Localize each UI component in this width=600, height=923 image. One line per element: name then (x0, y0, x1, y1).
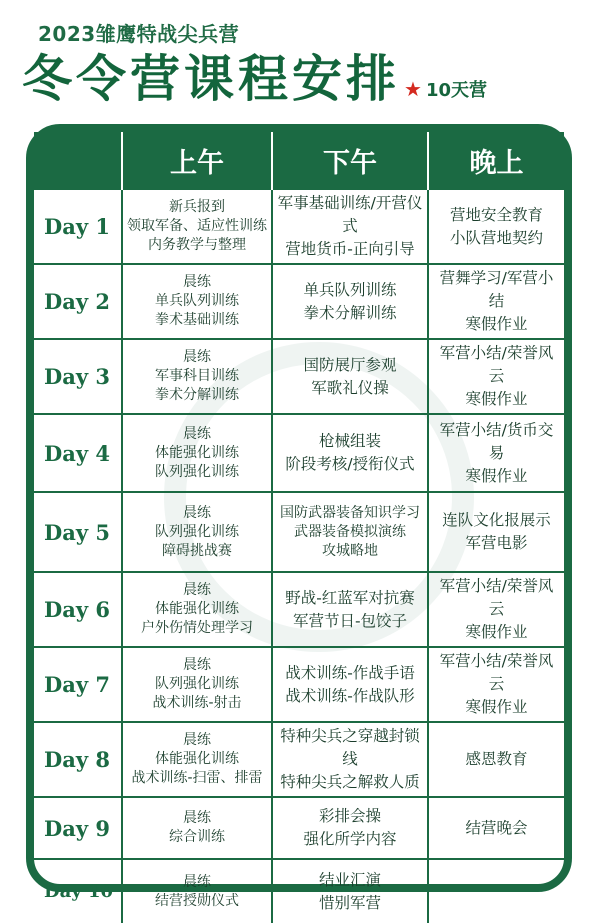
activity-line: 军歌礼仪操 (311, 378, 389, 397)
activity-line: 晨练 (183, 425, 211, 442)
table-row (34, 264, 564, 339)
activity-line: 晨练 (183, 349, 211, 365)
activity-line: 体能强化训练 (155, 444, 239, 461)
activity-line: 枪械组装 (318, 432, 381, 450)
header (0, 0, 600, 122)
cell-eve (428, 722, 564, 797)
cell-am (122, 722, 272, 797)
cell-eve (428, 797, 564, 859)
activity-line: 结营授勋仪式 (155, 892, 239, 909)
cell-am (122, 414, 272, 492)
day-label: Day 3 (34, 339, 122, 414)
cell-pm (272, 339, 428, 414)
activity-line: 队列强化训练 (155, 523, 239, 540)
activity-line: 拳术分解训练 (303, 303, 397, 322)
cell-eve (428, 264, 564, 339)
table-row (34, 414, 564, 492)
activity-line: 单兵队列训练 (155, 293, 239, 309)
cell-eve (428, 189, 564, 264)
cell-am (122, 339, 272, 414)
day-label: Day 1 (34, 189, 122, 264)
table-row (34, 797, 564, 859)
cell-pm (272, 492, 428, 572)
day-label: Day 2 (34, 264, 122, 339)
column-header-evening: 晚上 (428, 132, 564, 189)
duration-badge-label: 10天营 (425, 80, 487, 101)
table-header-row (34, 132, 564, 189)
activity-line: 彩排会操 (318, 807, 381, 825)
activity-line: 营地安全教育 (449, 205, 543, 224)
activity-line: 军营小结/货币交易 (439, 420, 554, 462)
day-label: Day 10 (34, 859, 122, 923)
duration-badge (404, 76, 487, 102)
table-row (34, 492, 564, 572)
day-label: Day 8 (34, 722, 122, 797)
activity-line: 军营电影 (465, 534, 528, 552)
cell-am (122, 647, 272, 722)
activity-line: 攻城略地 (322, 542, 378, 559)
cell-am (122, 189, 272, 264)
activity-line: 晨练 (183, 657, 211, 673)
activity-line: 结业汇演 (318, 870, 381, 889)
activity-line: 国防展厅参观 (303, 355, 397, 374)
activity-line: 综合训练 (169, 829, 225, 845)
activity-line: 军营小结/荣誉风云 (439, 344, 554, 385)
activity-line: 惜别军营 (318, 893, 381, 912)
activity-line: 寒假作业 (465, 390, 528, 408)
activity-line: 营舞学习/军营小结 (439, 269, 554, 310)
schedule-table-container (26, 124, 572, 912)
cell-pm (272, 797, 428, 859)
activity-line: 军事基础训练/开营仪式 (277, 194, 423, 235)
activity-line: 武器装备模拟演练 (294, 523, 406, 540)
column-header-morning: 上午 (122, 132, 272, 189)
activity-line: 野战-红蓝军对抗赛 (285, 588, 415, 607)
table-row (34, 189, 564, 264)
table-row (34, 647, 564, 722)
day-label: Day 6 (34, 572, 122, 647)
cell-eve (428, 414, 564, 492)
day-label: Day 4 (34, 414, 122, 492)
activity-line: 拳术基础训练 (155, 312, 239, 328)
activity-line: 户外伤情处理学习 (141, 620, 253, 636)
activity-line: 领取军备、适应性训练 (127, 218, 267, 234)
activity-line: 感恩教育 (465, 750, 528, 768)
activity-line: 战术训练-扫雷、排雷 (131, 770, 263, 786)
column-header-afternoon: 下午 (272, 132, 428, 189)
schedule-table (34, 132, 564, 923)
column-header-day (34, 132, 122, 189)
day-label: Day 7 (34, 647, 122, 722)
activity-line: 晨练 (183, 582, 211, 598)
cell-pm (272, 414, 428, 492)
activity-line: 战术训练-作战队形 (285, 686, 415, 705)
table-row (34, 859, 564, 923)
activity-line: 强化所学内容 (303, 830, 397, 848)
cell-eve (428, 572, 564, 647)
activity-line: 特种尖兵之穿越封锁线 (280, 727, 420, 768)
activity-line: 战术训练-作战手语 (285, 663, 415, 682)
page-title: 冬令营课程安排 (22, 50, 400, 108)
activity-line: 寒假作业 (465, 315, 528, 333)
activity-line: 晨练 (183, 504, 211, 521)
activity-line: 体能强化训练 (155, 601, 239, 617)
cell-am (122, 859, 272, 923)
cell-am (122, 797, 272, 859)
table-row (34, 722, 564, 797)
activity-line: 国防武器装备知识学习 (280, 504, 420, 521)
day-label: Day 9 (34, 797, 122, 859)
activity-line: 结营晚会 (465, 818, 528, 837)
activity-line: 军事科目训练 (155, 368, 239, 384)
cell-pm (272, 722, 428, 797)
cell-pm (272, 647, 428, 722)
activity-line: 小队营地契约 (449, 228, 543, 247)
cell-am (122, 492, 272, 572)
activity-line: 晨练 (183, 873, 211, 890)
cell-eve (428, 339, 564, 414)
star-icon: ★ (404, 77, 422, 101)
table-row (34, 339, 564, 414)
activity-line: 队列强化训练 (155, 463, 239, 480)
day-label: Day 5 (34, 492, 122, 572)
activity-line: 军营节日-包饺子 (292, 611, 408, 630)
activity-line: 阶段考核/授衔仪式 (285, 455, 415, 473)
cell-eve (428, 859, 564, 923)
activity-line: 特种尖兵之解救人质 (280, 773, 420, 791)
activity-line: 晨练 (183, 274, 211, 290)
activity-line: 军营小结/荣誉风云 (439, 652, 554, 693)
activity-line: 障碍挑战赛 (162, 542, 232, 559)
activity-line: 战术训练-射击 (152, 695, 242, 711)
cell-pm (272, 572, 428, 647)
cell-pm (272, 859, 428, 923)
activity-line: 寒假作业 (465, 466, 528, 485)
activity-line: 新兵报到 (169, 199, 225, 215)
activity-line: 内务教学与整理 (148, 237, 246, 253)
activity-line: 拳术分解训练 (155, 387, 239, 403)
cell-eve (428, 492, 564, 572)
cell-am (122, 264, 272, 339)
activity-line: 寒假作业 (465, 698, 528, 716)
activity-line: 连队文化报展示 (442, 511, 551, 529)
activity-line: 单兵队列训练 (303, 280, 397, 299)
activity-line: 营地货币-正向引导 (285, 240, 415, 258)
camp-subtitle: 2023雏鹰特战尖兵营 (38, 22, 240, 46)
activity-line: 晨练 (183, 732, 211, 748)
activity-line: 晨练 (183, 810, 211, 826)
activity-line: 体能强化训练 (155, 751, 239, 767)
activity-line: 队列强化训练 (155, 676, 239, 692)
cell-eve (428, 647, 564, 722)
cell-pm (272, 264, 428, 339)
activity-line: 寒假作业 (465, 623, 528, 641)
cell-am (122, 572, 272, 647)
activity-line: 军营小结/荣誉风云 (439, 577, 554, 618)
table-row (34, 572, 564, 647)
cell-pm (272, 189, 428, 264)
